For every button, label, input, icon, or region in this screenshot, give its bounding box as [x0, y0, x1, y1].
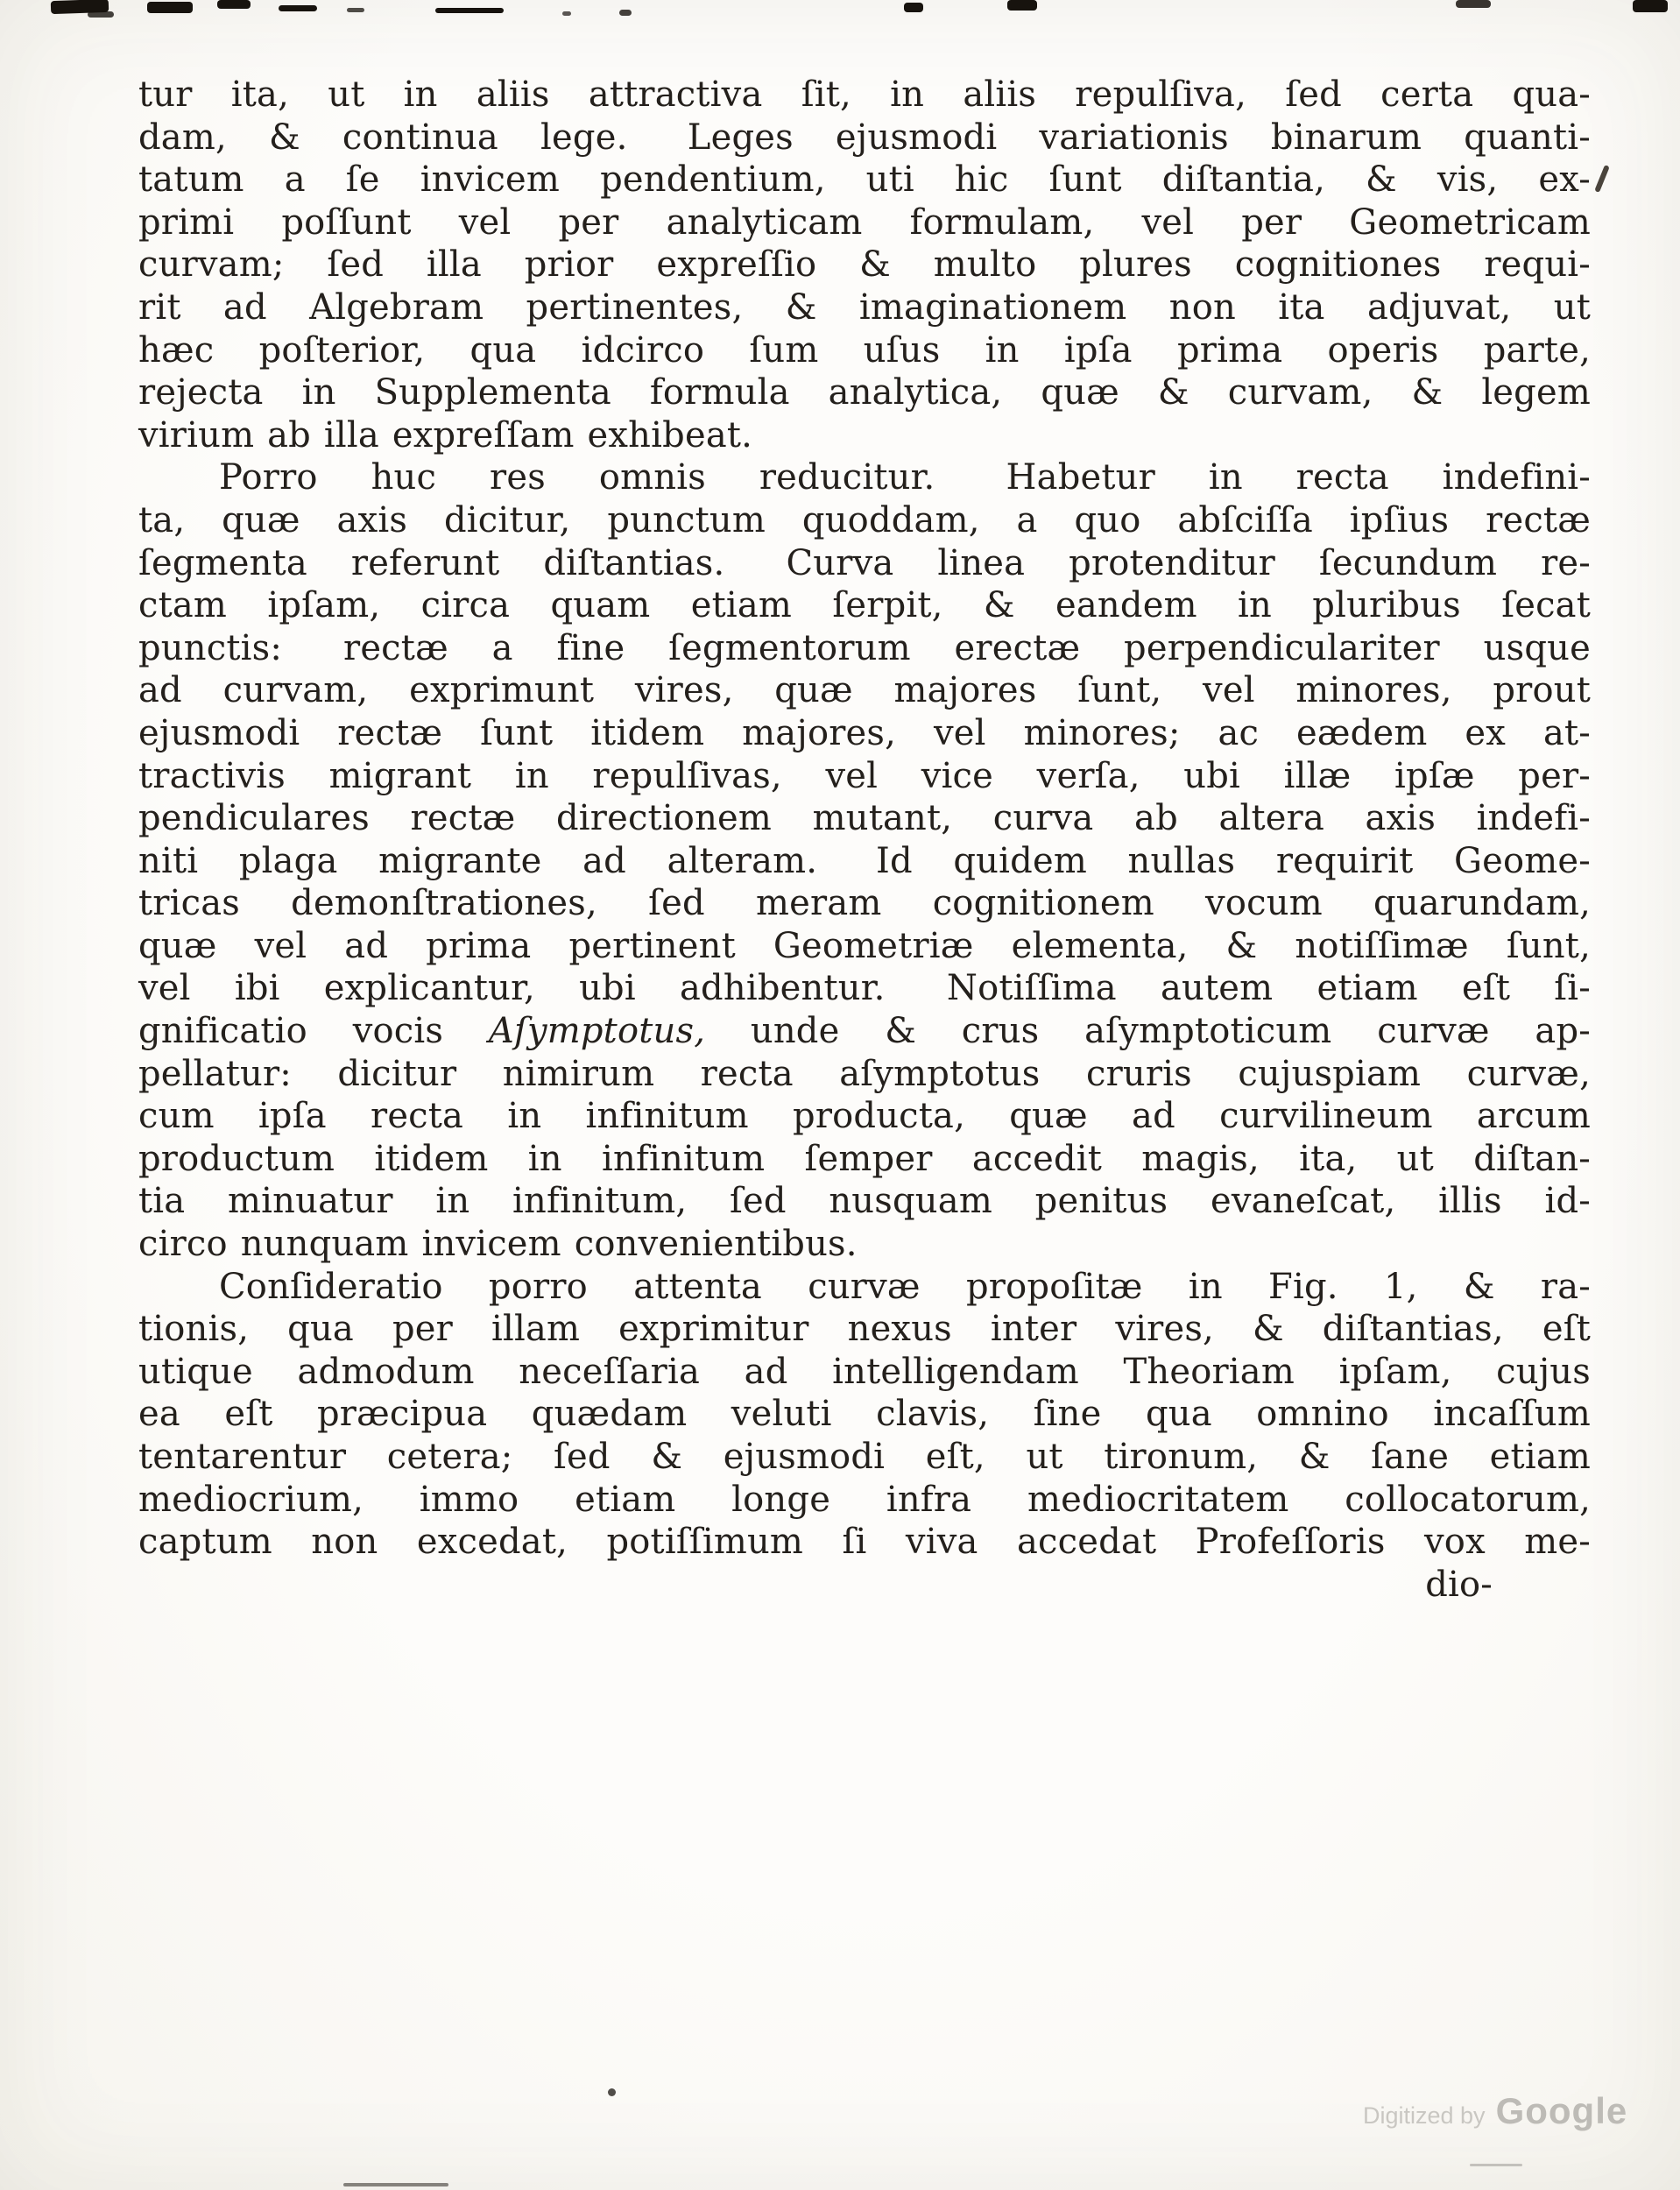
scan-artifact [1633, 0, 1668, 12]
text-line: mediocrium, immo etiam longe infra mediocritatem collocatorum, [138, 1479, 1591, 1520]
scan-artifact [435, 8, 504, 13]
text-line: tur ita, ut in aliis attractiva ſit, in aliis repulſiva, ſed certa qua- [138, 74, 1591, 115]
scan-artifact [904, 3, 923, 12]
text-line: Conſideratio porro attenta curvæ propoſitæ in Fig. 1, & ra- [219, 1266, 1591, 1307]
text-line: dam, & continua lege. Leges ejusmodi variationis binarum quanti- [138, 117, 1591, 158]
text-line: tentarentur cetera; ſed & ejusmodi eſt, ut tironum, & ſane etiam [138, 1437, 1591, 1477]
text-line: ctam ipſam, circa quam etiam ſerpit, & eandem in pluribus ſecat [138, 585, 1591, 626]
text-line: ad curvam, exprimunt vires, quæ majores ſunt, vel minores, prout [138, 670, 1591, 711]
watermark-prefix: Digitized by [1363, 2102, 1486, 2129]
text-line: utique admodum neceſſaria ad intelligendam Theoriam ipſam, cujus [138, 1351, 1591, 1392]
text-line: productum itidem in infinitum ſemper accedit magis, ita, ut diſtan- [138, 1138, 1591, 1179]
text-line: vel ibi explicantur, ubi adhibentur. Notiſſima autem etiam eſt ſi- [138, 968, 1591, 1009]
text-line: tricas demonſtrationes, ſed meram cognitionem vocum quarundam, [138, 883, 1591, 924]
text-line: curvam; ſed illa prior expreſſio & multo plures cognitiones requi- [138, 244, 1591, 286]
scan-artifact [347, 8, 364, 12]
scan-artifact [619, 10, 632, 16]
page-text [138, 74, 1591, 1606]
text-line: Porro huc res omnis reducitur. Habetur in recta indefini- [219, 457, 1591, 498]
text-line: ta, quæ axis dicitur, punctum quoddam, a quo abſciſſa ipſius rectæ [138, 499, 1591, 540]
text-line: quæ vel ad prima pertinent Geometriæ elementa, & notiſſimæ ſunt, [138, 925, 1591, 966]
scan-artifact [343, 2183, 448, 2186]
text-line: primi poſſunt vel per analyticam formulam, vel per Geometricam [138, 201, 1591, 243]
text-line: circo nunquam invicem convenientibus. [138, 1224, 858, 1265]
text-line: pellatur: dicitur nimirum recta aſymptotus cruris cujuspiam curvæ, [138, 1053, 1591, 1094]
scan-artifact [217, 0, 251, 9]
scan-artifact [1470, 2164, 1522, 2166]
text-line: tia minuatur in infinitum, ſed nusquam penitus evaneſcat, illis id- [138, 1181, 1591, 1222]
text-line: niti plaga migrante ad alteram. Id quidem nullas requirit Geome- [138, 840, 1591, 881]
text-line: hæc poſterior, qua idcirco ſum uſus in ipſa prima operis parte, [138, 329, 1591, 371]
text-line: ejusmodi rectæ ſunt itidem majores, vel minores; ac eædem ex at- [138, 712, 1591, 753]
text-line: tionis, qua per illam exprimitur nexus inter vires, & diſtantias, eſt [138, 1309, 1591, 1350]
text-line: pendiculares rectæ directionem mutant, curva ab altera axis indefi- [138, 798, 1591, 839]
text-line: captum non excedat, potiſſimum ſi viva accedat Profeſſoris vox me- [138, 1522, 1591, 1563]
scan-artifact [608, 2088, 616, 2096]
catchword: dio- [1425, 1564, 1493, 1605]
text-line: ea eſt præcipua quædam veluti clavis, ſine qua omnino incaſſum [138, 1394, 1591, 1435]
scan-artifact [1594, 165, 1610, 193]
scan-artifact [279, 5, 317, 11]
text-line: gnificatio vocis Aſymptotus, unde & crus aſymptoticum curvæ ap- [138, 1011, 1591, 1052]
text-line: rejecta in Supplementa formula analytica, quæ & curvam, & legem [138, 372, 1591, 413]
scan-artifact [1007, 0, 1037, 11]
text-line: virium ab illa expreſſam exhibeat. [138, 414, 753, 456]
text-line: tatum a ſe invicem pendentium, uti hic ſunt diſtantia, & vis, ex- [138, 159, 1591, 201]
google-logo: Google [1495, 2090, 1628, 2131]
text-line: tractivis migrant in repulſivas, vel vice verſa, ubi illæ ipſæ per- [138, 755, 1591, 796]
text-line: cum ipſa recta in infinitum producta, quæ ad curvilineum arcum [138, 1096, 1591, 1137]
scan-artifact [1456, 0, 1491, 8]
text-line: rit ad Algebram pertinentes, & imaginationem non ita adjuvat, ut [138, 286, 1591, 328]
text-line: punctis: rectæ a fine ſegmentorum erectæ perpendiculariter usque [138, 627, 1591, 668]
scan-artifact [88, 11, 114, 18]
google-watermark [1363, 2090, 1627, 2132]
scan-artifact [562, 11, 571, 16]
scan-artifact [147, 2, 193, 13]
text-line: ſegmenta referunt diſtantias. Curva linea protenditur ſecundum re- [138, 542, 1591, 583]
